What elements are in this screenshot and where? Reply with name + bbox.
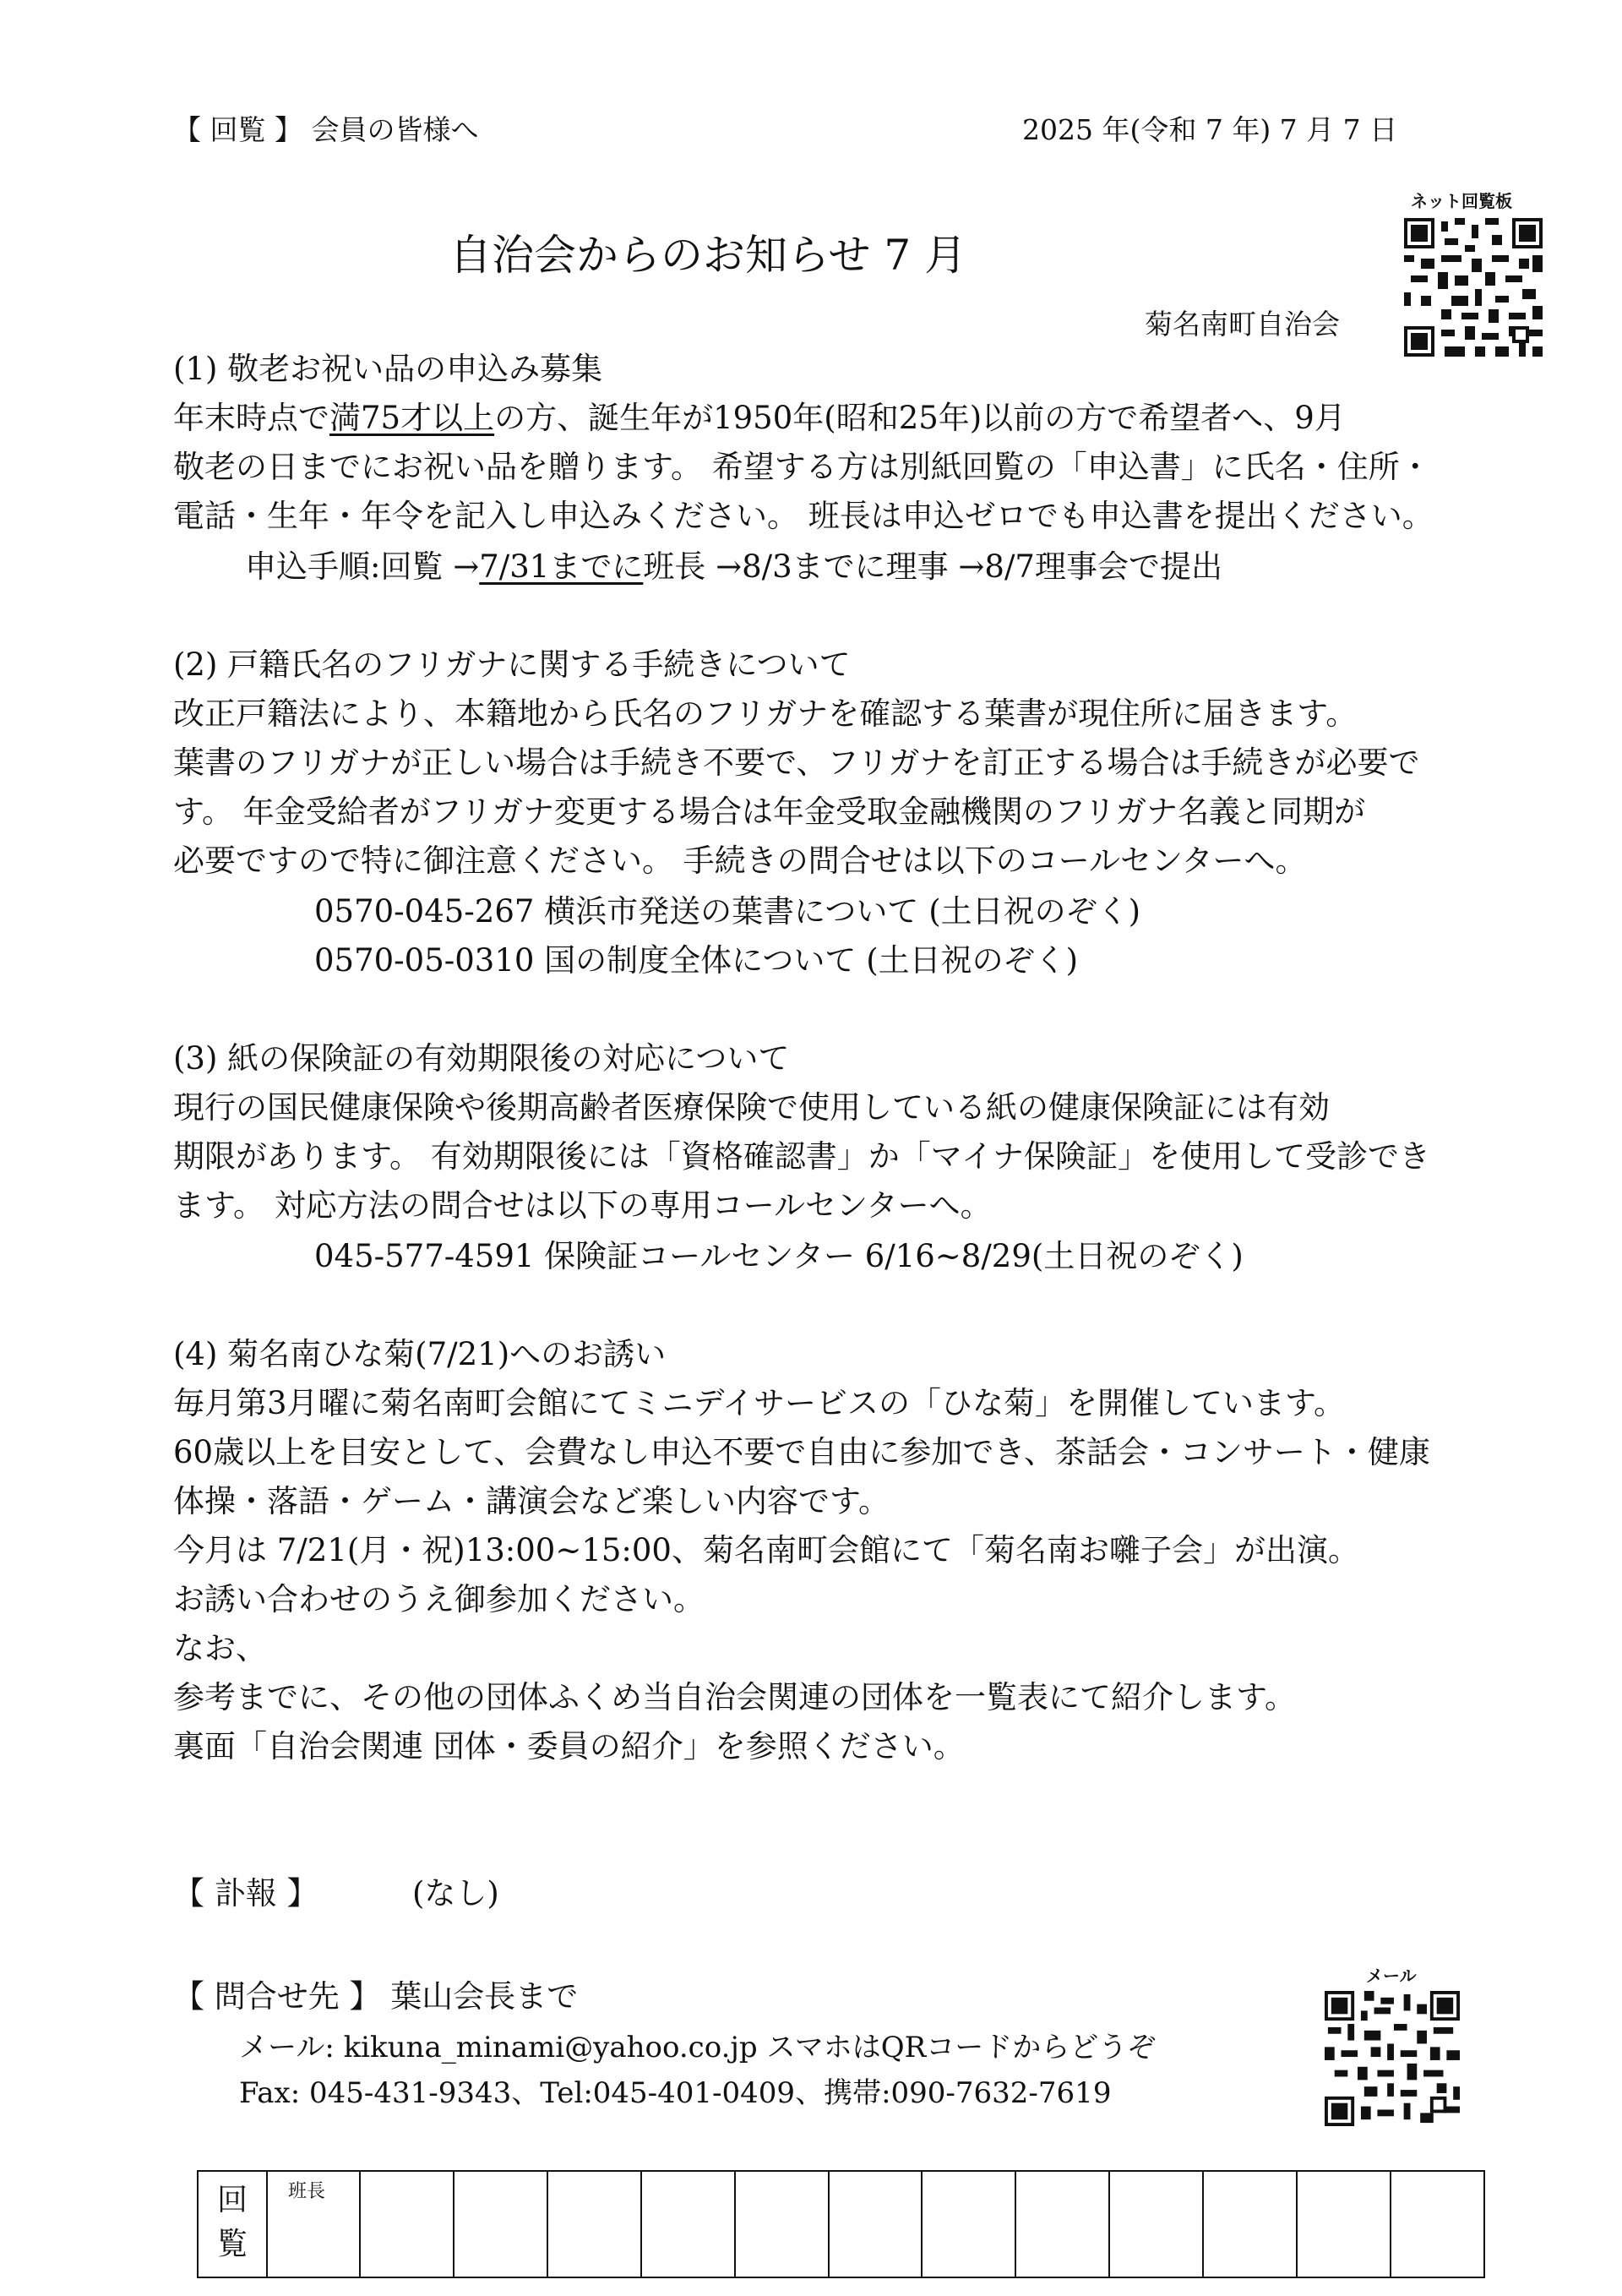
circulation-table: [197, 2170, 1485, 2278]
section-2-line: す。 年金受給者がフリガナ変更する場合は年金受取金融機関のフリガナ名義と同期が: [173, 794, 1366, 830]
underlined-deadline: 7/31までに: [479, 548, 644, 585]
issue-date: 2025 年(令和 7 年) 7 月 7 日: [1022, 113, 1398, 146]
stamp-cell: [360, 2171, 454, 2277]
section-1-line: 敬老の日までにお祝い品を贈ります。 希望する方は別紙回覧の「申込書」に氏名・住所・: [173, 449, 1431, 485]
section-1-line: 電話・生年・年令を記入し申込みください。 班長は申込ゼロでも申込書を提出ください。: [173, 498, 1434, 534]
stamp-cell: [922, 2171, 1015, 2277]
circular-header: 【 回覧 】 会員の皆様へ: [173, 113, 479, 146]
section-3-line: ます。 対応方法の問合せは以下の専用コールセンターへ。: [173, 1187, 992, 1224]
section-4-line: 参考までに、その他の団体ふくめ当自治会関連の団体を一覧表にて紹介します。: [173, 1679, 1297, 1715]
qr-code-icon: [1325, 1991, 1460, 2126]
section-3-line: 期限があります。 有効期限後には「資格確認書」か「マイナ保険証」を使用して受診でき: [173, 1138, 1431, 1175]
section-4-line: 毎月第3月曜に菊名南町会館にてミニデイサービスの「ひな菊」を開催しています。: [173, 1385, 1345, 1421]
qr-label-mail: メール: [1366, 1966, 1417, 1986]
call-center-tel: 045-577-4591 保険証コールセンター 6/16~8/29(土日祝のぞく): [314, 1238, 1244, 1274]
stamp-cell: [829, 2171, 923, 2277]
section-4-line: 裏面「自治会関連 団体・委員の紹介」を参照ください。: [173, 1728, 965, 1764]
qr-code-icon: [1404, 218, 1543, 357]
section-1-heading: (1) 敬老お祝い品の申込み募集: [173, 351, 603, 387]
section-3-line: 現行の国民健康保険や後期高齢者医療保険で使用している紙の健康保険証には有効: [173, 1089, 1330, 1126]
circulation-label: 回 覧: [198, 2171, 267, 2277]
stamp-cell: [1297, 2171, 1391, 2277]
section-3-heading: (3) 紙の保険証の有効期限後の対応について: [173, 1040, 790, 1077]
stamp-cell: [1015, 2171, 1109, 2277]
stamp-cell: [1109, 2171, 1203, 2277]
hancho-cell: 班長: [267, 2171, 360, 2277]
section-2-line: 葉書のフリガナが正しい場合は手続き不要で、フリガナを訂正する場合は手続きが必要で: [173, 744, 1420, 781]
page-title: 自治会からのお知らせ 7 月: [449, 231, 967, 280]
section-2-heading: (2) 戸籍氏名のフリガナに関する手続きについて: [173, 646, 851, 683]
obituary-label: 【 訃報 】: [173, 1875, 318, 1912]
call-center-tel: 0570-05-0310 国の制度全体について (土日祝のぞく): [314, 942, 1079, 979]
contact-mail: メール: kikuna_minami@yahoo.co.jp スマホはQRコードからどうぞ: [239, 2031, 1157, 2064]
section-4-line: お誘い合わせのうえ御参加ください。: [173, 1581, 705, 1617]
section-4-line: 体操・落語・ゲーム・講演会など楽しい内容です。: [173, 1483, 890, 1519]
stamp-cell: [735, 2171, 829, 2277]
contact-phones: Fax: 045-431-9343、Tel:045-401-0409、携帯:090-7632-7619: [239, 2076, 1112, 2110]
stamp-cell: [641, 2171, 735, 2277]
section-2-line: 必要ですので特に御注意ください。 手続きの問合せは以下のコールセンターへ。: [173, 843, 1307, 879]
section-1-line: 年末時点で満75才以上の方、誕生年が1950年(昭和25年)以前の方で希望者へ、9月: [173, 400, 1346, 436]
contact-label: 【 問合せ先 】 葉山会長まで: [173, 1978, 579, 2015]
section-2-line: 改正戸籍法により、本籍地から氏名のフリガナを確認する葉書が現住所に届きます。: [173, 695, 1358, 732]
underlined-age: 満75才以上: [329, 400, 495, 436]
organization-name: 菊名南町自治会: [1145, 308, 1340, 341]
application-procedure: 申込手順:回覧 →7/31までに班長 →8/3までに理事 →8/7理事会で提出: [245, 548, 1222, 585]
stamp-cell: [1391, 2171, 1484, 2277]
stamp-cell: [1203, 2171, 1297, 2277]
section-4-line: なお、: [173, 1630, 267, 1666]
obituary-value: (なし): [412, 1875, 499, 1912]
stamp-cell: [547, 2171, 641, 2277]
stamp-cell: [454, 2171, 547, 2277]
call-center-tel: 0570-045-267 横浜市発送の葉書について (土日祝のぞく): [314, 893, 1141, 930]
section-4-line: 60歳以上を目安として、会費なし申込不要で自由に参加でき、茶話会・コンサート・健康: [173, 1434, 1430, 1470]
qr-label-net: ネット回覧板: [1411, 191, 1512, 211]
section-4-heading: (4) 菊名南ひな菊(7/21)へのお誘い: [173, 1336, 667, 1372]
section-4-line: 今月は 7/21(月・祝)13:00~15:00、菊名南町会館にて「菊名南お囃子会」が出演。: [173, 1532, 1359, 1568]
